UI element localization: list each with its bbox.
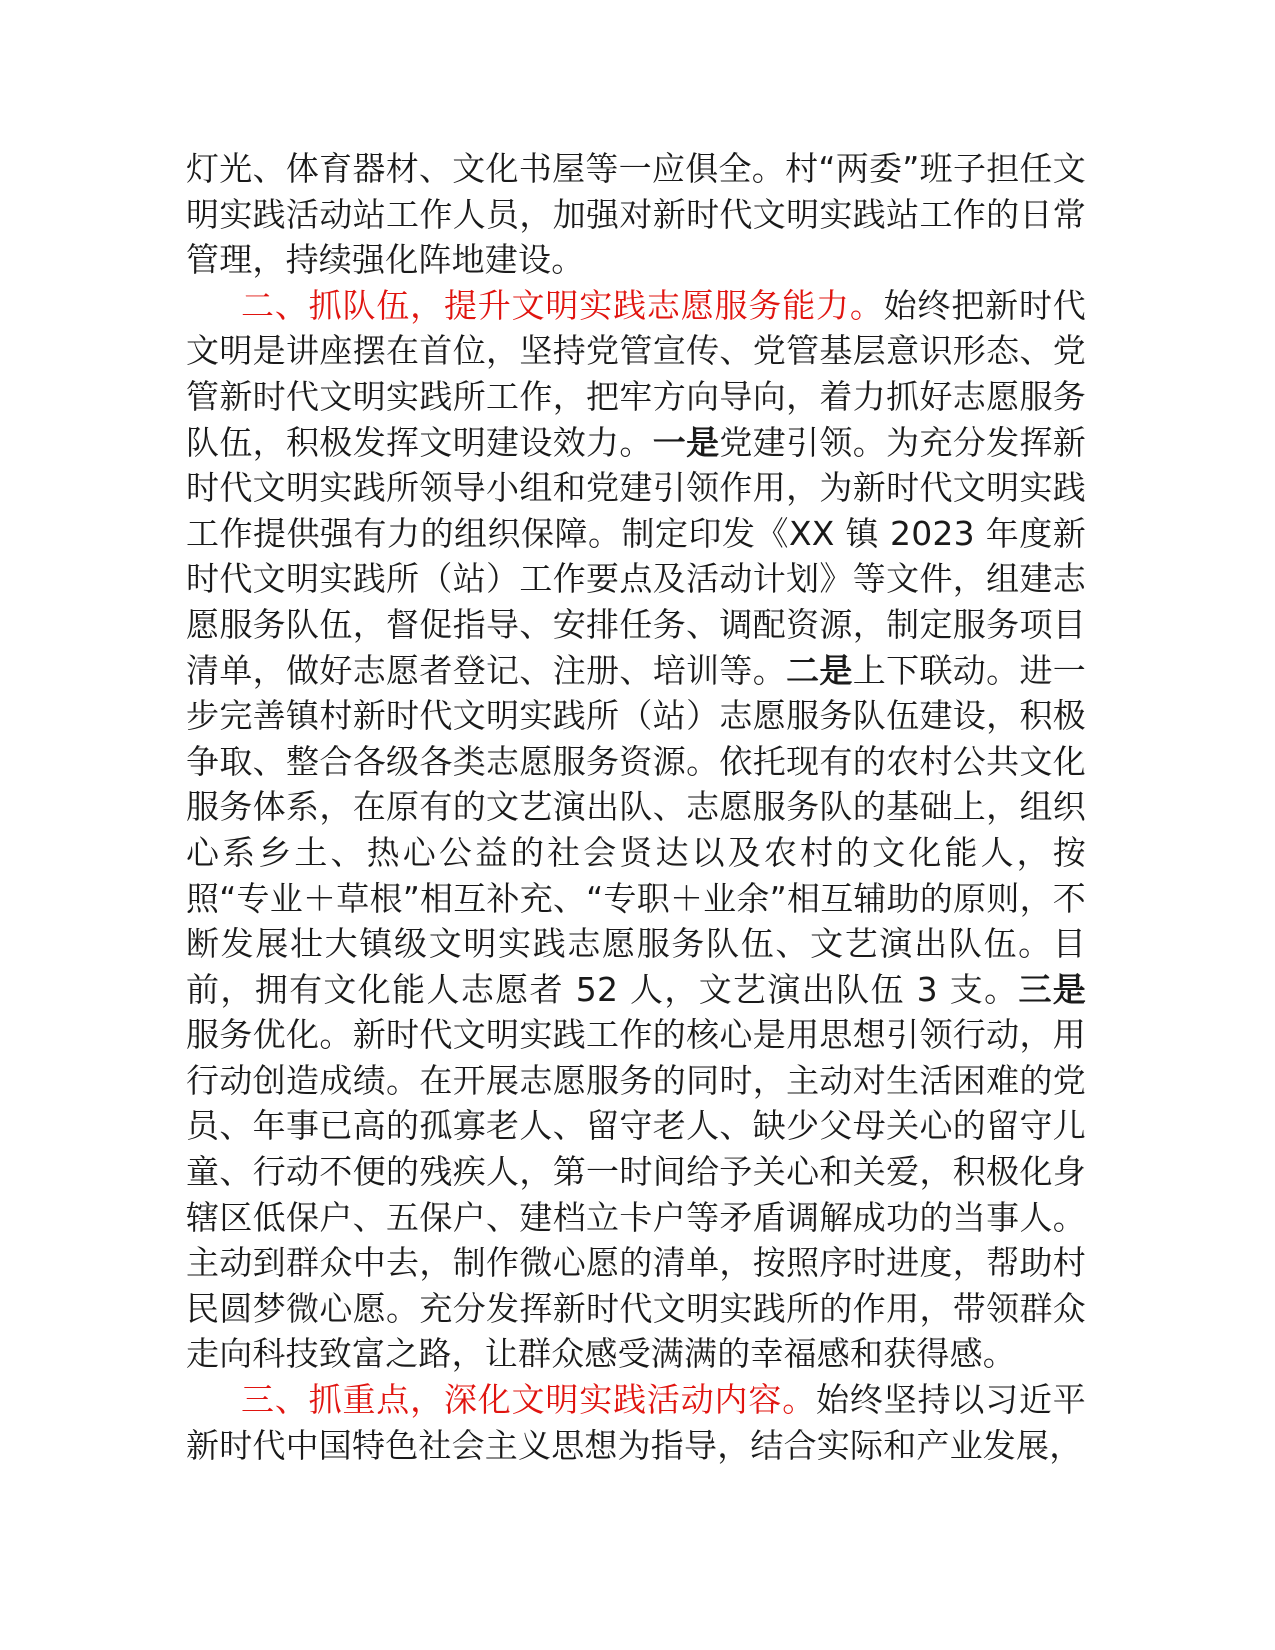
body-text: 党建引领。为充分发挥新时代文明实践所领导小组和党建引领作用，为新时代文明实践工作提供强有力的组织保障。制定印发《XX 镇 2023 年度新时代文明实践所（站）工作要点及活动计划》等文件，组建志愿服务队伍，督促指导、安排任务、调配资源，制定服务项目清单，做好志愿者登记、注册、培训等。 [186,422,1086,690]
paragraph-team-building [186,283,1086,1377]
section-heading-three: 三、抓重点，深化文明实践活动内容。 [241,1380,817,1420]
paragraph-key-focus [186,1377,1086,1468]
point-three-label: 三是 [1018,969,1086,1009]
body-text: 灯光、体育器材、文化书屋等一应俱全。村“两委”班子担任文明实践活动站工作人员，加强对新时代文明实践站工作的日常管理，持续强化阵地建设。 [186,149,1086,280]
body-text: 服务优化。新时代文明实践工作的核心是用思想引领行动，用行动创造成绩。在开展志愿服务的同时，主动对生活困难的党员、年事已高的孤寡老人、留守老人、缺少父母关心的留守儿童、行动不便的残疾人，第一时间给予关心和关爱，积极化身辖区低保户、五保户、建档立卡户等矛盾调解成功的当事人。主动到群众中去，制作微心愿的清单，按照序时进度，帮助村民圆梦微心愿。充分发挥新时代文明实践所的作用，带领群众走向科技致富之路，让群众感受满满的幸福感和获得感。 [186,1015,1086,1374]
paragraph-facilities [186,146,1086,283]
body-text: 始终把新时代文明是讲座摆在首位，坚持党管宣传、党管基层意识形态、党管新时代文明实践所工作，把牢方向导向，着力抓好志愿服务队伍，积极发挥文明建设效力。 [186,285,1086,462]
body-text: 始终坚持以习近平新时代中国特色社会主义思想为指导，结合实际和产业发展， [186,1380,1086,1465]
point-one-label: 一是 [652,422,720,462]
body-text: 上下联动。进一步完善镇村新时代文明实践所（站）志愿服务队伍建设，积极争取、整合各级各类志愿服务资源。依托现有的农村公共文化服务体系，在原有的文艺演出队、志愿服务队的基础上，组织心系乡土、热心公益的社会贤达以及农村的文化能人，按照“专业＋草根”相互补充、“专职＋业余”相互辅助的原则，不断发展壮大镇级文明实践志愿服务队伍、文艺演出队伍。目前，拥有文化能人志愿者 52 人，文艺演出队伍 3 支。 [186,650,1086,1009]
point-two-label: 二是 [786,650,853,690]
document-body [186,146,1086,1468]
section-heading-two: 二、抓队伍，提升文明实践志愿服务能力。 [241,285,884,325]
